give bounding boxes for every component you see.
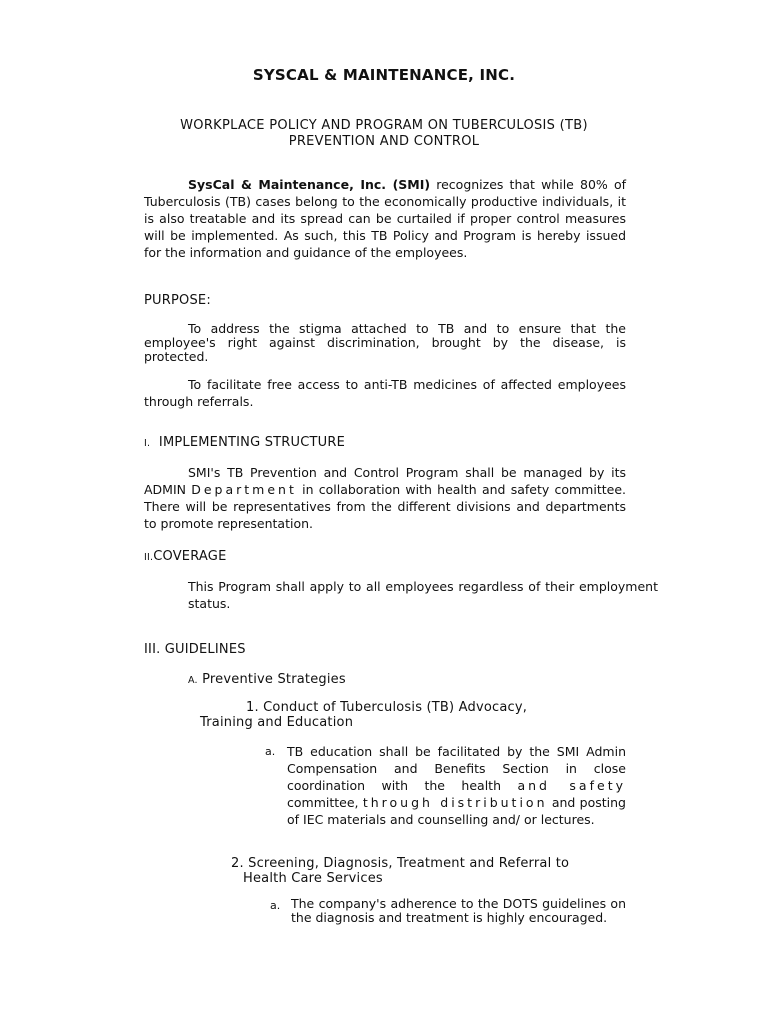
item-1-a-spaced-2: through distribution [362, 795, 548, 810]
intro-text: recognizes that while 80% of Tuberculosis (TB) cases belong to the economically productive individuals, it is also treatable and its spread can be curtailed if proper control measures will be implemented. As such, this TB Policy and Program is hereby issued for the information and guidance of the employees. [144, 177, 626, 260]
item-2-heading [231, 856, 569, 886]
section-1-heading [144, 434, 345, 452]
item-1-a-text-1: TB education shall be facilitated by the SMI Admin Compensation and Benefits Section in close coordination with the health [287, 744, 626, 793]
purpose-paragraph-2: To facilitate free access to anti-TB medicines of affected employees through referrals. [144, 377, 626, 409]
purpose-heading: PURPOSE: [144, 293, 211, 308]
section-2-heading [144, 548, 226, 566]
intro-paragraph [144, 176, 626, 261]
policy-subtitle [150, 118, 618, 150]
subsection-a-letter: A. [188, 675, 198, 686]
item-1-heading-line-2: Training and Education [200, 715, 354, 730]
item-2-heading-line-2: Health Care Services [243, 871, 383, 886]
item-1-a-paragraph [287, 743, 626, 828]
item-1-a-spaced-1: and safety [517, 778, 626, 793]
purpose-paragraph-1: To address the stigma attached to TB and to ensure that the employee's right against discrimination, brought by the disease, is protected. [144, 321, 626, 364]
company-name-bold: SysCal & Maintenance, Inc. (SMI) [188, 177, 431, 192]
section-1-title: IMPLEMENTING STRUCTURE [158, 435, 346, 450]
item-1-a-label: a. [265, 745, 276, 758]
item-1-heading [200, 700, 527, 730]
section-2-number: II. [144, 552, 154, 563]
section-2-title: COVERAGE [153, 549, 227, 564]
subsection-a-title: Preventive Strategies [202, 672, 346, 687]
section-1-number: I. [144, 438, 151, 449]
subsection-a-heading [188, 671, 346, 689]
item-1-a-text-2: committee, [287, 795, 363, 810]
section-1-text-b: in collaboration with health and safety committee. There will be representatives from the different divisions and departments to promote representation. [144, 482, 626, 531]
section-3-heading: III. GUIDELINES [144, 642, 246, 657]
section-2-paragraph: This Program shall apply to all employees regardless of their employment status. [188, 579, 658, 611]
item-2-a-paragraph: The company's adherence to the DOTS guidelines on the diagnosis and treatment is highly encouraged. [291, 896, 626, 925]
subtitle-line-1: WORKPLACE POLICY AND PROGRAM ON TUBERCULOSIS (TB) [180, 118, 588, 133]
section-1-paragraph [144, 464, 626, 532]
company-title: SYSCAL & MAINTENANCE, INC. [252, 66, 516, 84]
section-1-text-spaced: Department [191, 482, 297, 497]
section-1-text-a: SMI's TB Prevention and Control Program shall be managed by its ADMIN [144, 465, 626, 497]
item-2-a-label: a. [270, 899, 281, 912]
item-1-a-text-3: and posting of IEC materials and counselling and/ or lectures. [287, 795, 626, 827]
item-2-heading-line-1: 2. Screening, Diagnosis, Treatment and Referral to [231, 856, 570, 871]
item-1-heading-line-1: 1. Conduct of Tuberculosis (TB) Advocacy, [246, 700, 528, 715]
subtitle-line-2: PREVENTION AND CONTROL [288, 134, 480, 149]
